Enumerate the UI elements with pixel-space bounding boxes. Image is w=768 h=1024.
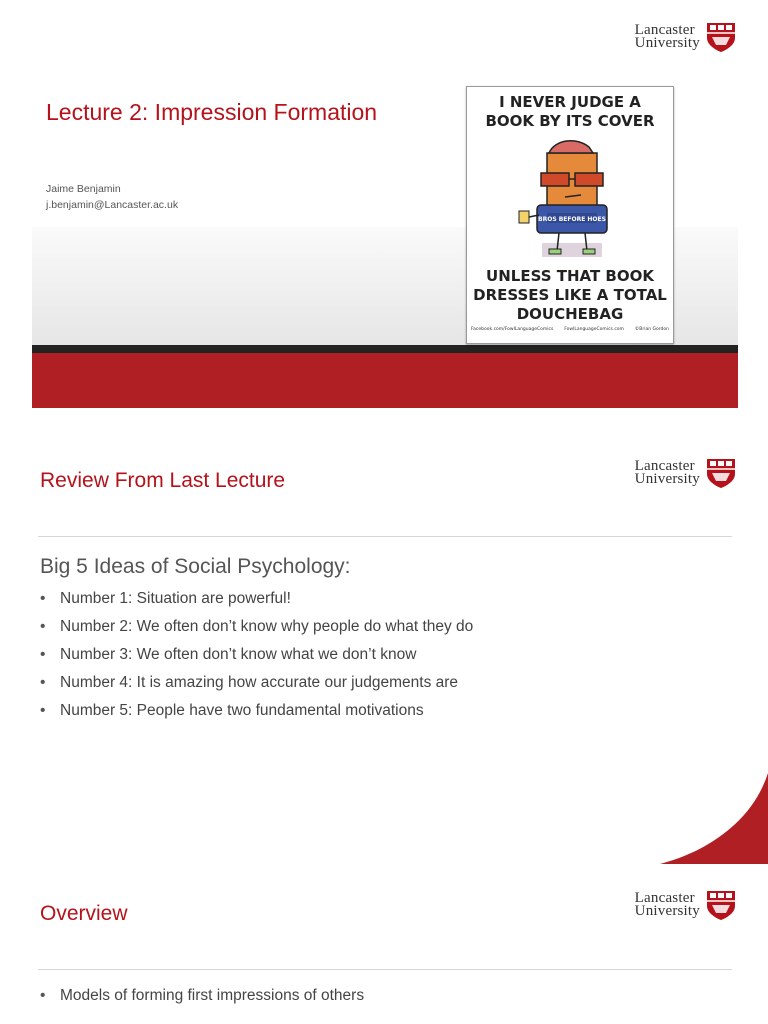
logo-line-1: Lancaster — [634, 890, 695, 906]
title-divider — [38, 969, 732, 970]
list-item — [40, 982, 364, 1010]
book-character-illustration — [497, 133, 647, 263]
bullet-list — [40, 982, 364, 1010]
shirt-text: BROS BEFORE HOES — [538, 216, 606, 223]
bullet-text: Number 5: People have two fundamental motivations — [60, 702, 424, 719]
slide-title: Overview — [40, 902, 128, 925]
bullet-text: Number 3: We often don’t know what we don’t know — [60, 646, 417, 663]
red-band — [32, 353, 738, 408]
corner-swoosh — [660, 768, 768, 864]
logo-line-2: University — [634, 903, 700, 919]
university-logo — [635, 456, 738, 490]
logo-line-1: Lancaster — [634, 458, 695, 474]
list-item — [40, 585, 473, 613]
logo-line-2: University — [634, 35, 700, 51]
list-item — [40, 697, 473, 725]
comic-bottom-line: UNLESS THAT BOOK — [486, 267, 654, 285]
university-logo — [635, 20, 738, 54]
comic-image — [466, 86, 674, 344]
comic-top-line: I NEVER JUDGE A — [499, 93, 641, 111]
dark-divider — [32, 345, 738, 353]
bullet-list — [40, 585, 473, 725]
bullet-icon: • — [40, 618, 46, 635]
bullet-text: Models of forming first impressions of others — [60, 987, 365, 1004]
crest-icon — [704, 20, 738, 54]
bullet-icon: • — [40, 646, 46, 663]
overview-slide — [0, 864, 768, 1024]
comic-credit — [471, 327, 669, 332]
list-item — [40, 613, 473, 641]
subheading: Big 5 Ideas of Social Psychology: — [40, 555, 351, 578]
crest-icon — [704, 888, 738, 922]
slide-title: Review From Last Lecture — [40, 469, 286, 492]
comic-top-text — [467, 93, 673, 131]
list-item — [40, 669, 473, 697]
lecture-title: Lecture 2: Impression Formation — [46, 99, 378, 125]
logo-line-1: Lancaster — [634, 22, 695, 38]
comic-bottom-text — [467, 267, 673, 324]
university-logo — [635, 888, 738, 922]
author-name: Jaime Benjamin — [46, 183, 121, 195]
logo-line-2: University — [634, 471, 700, 487]
review-slide — [0, 432, 768, 864]
title-divider — [38, 536, 732, 537]
title-slide — [0, 0, 768, 432]
bullet-text: Number 1: Situation are powerful! — [60, 590, 291, 607]
comic-bottom-line: DOUCHEBAG — [516, 305, 624, 323]
comic-credit-mid: FowlLanguageComics.com — [564, 327, 624, 332]
list-item — [40, 641, 473, 669]
comic-credit-left: Facebook.com/FowlLanguageComics — [471, 327, 554, 332]
bullet-text: Number 4: It is amazing how accurate our judgements are — [60, 674, 459, 691]
comic-bottom-line: DRESSES LIKE A TOTAL — [473, 286, 667, 304]
bullet-icon: • — [40, 590, 46, 607]
bullet-text: Number 2: We often don’t know why people do what they do — [60, 618, 474, 635]
comic-credit-right: ©Brian Gordon — [634, 327, 669, 332]
crest-icon — [704, 456, 738, 490]
bullet-icon: • — [40, 674, 46, 691]
bullet-icon: • — [40, 702, 46, 719]
comic-top-line: BOOK BY ITS COVER — [485, 112, 655, 130]
bullet-icon: • — [40, 987, 46, 1004]
author-email: j.benjamin@Lancaster.ac.uk — [46, 199, 179, 211]
